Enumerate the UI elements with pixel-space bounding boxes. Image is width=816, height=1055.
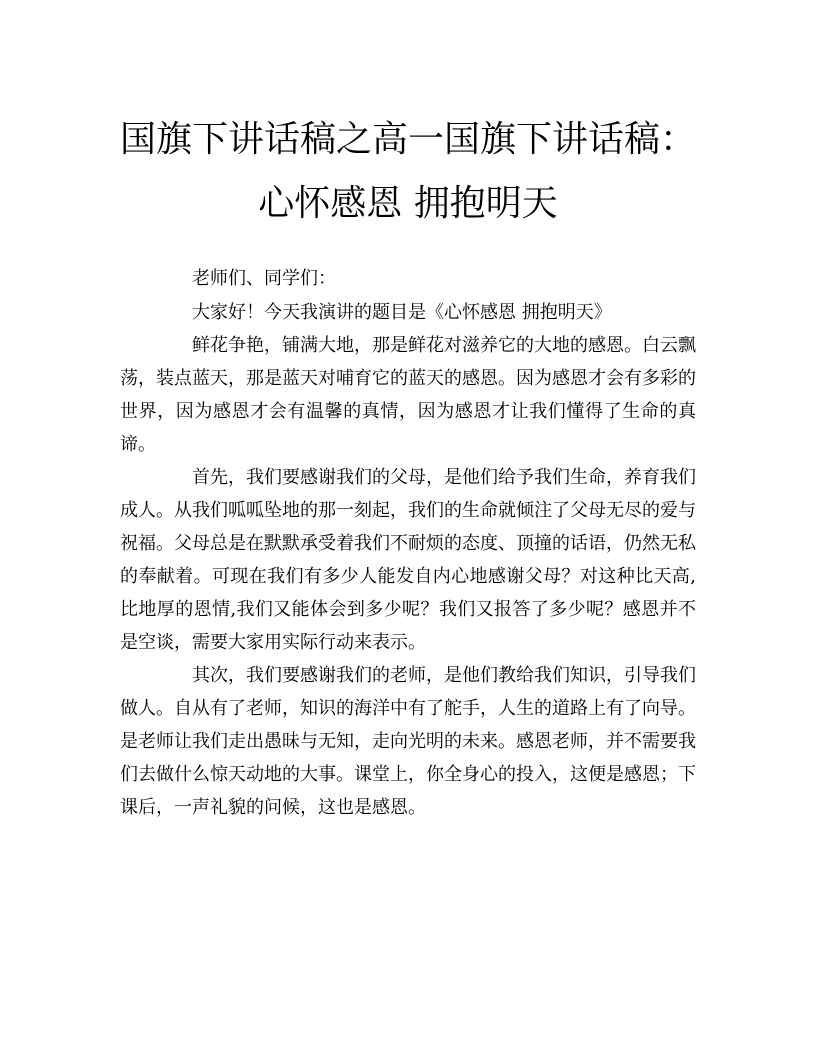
paragraph-greeting: 大家好！今天我演讲的题目是《心怀感恩 拥抱明天》	[192, 302, 612, 323]
paragraph-teachers: 其次，我们要感谢我们的老师，是他们教给我们知识，引导我们做人。自从有了老师，知识的海洋中有了舵手，人生的道路上有了向导。是老师让我们走出愚昧与无知，走向光明的未来。感恩老师，并不需要我们去做什么惊天动地的大事。课堂上，你全身心的投入，这便是感恩；下课后，一声礼貌的问候，这也是感恩。	[120, 665, 696, 818]
document-body	[120, 262, 696, 824]
paragraph-salutation: 老师们、同学们：	[192, 268, 336, 289]
paragraph-parents: 首先，我们要感谢我们的父母，是他们给予我们生命，养育我们成人。从我们呱呱坠地的那一刻起，我们的生命就倾注了父母无尽的爱与祝福。父母总是在默默承受着我们不耐烦的态度、顶撞的话语，仍然无私的奉献着。可现在我们有多少人能发自内心地感谢父母？对这种比天高,比地厚的恩情,我们又能体会到多少呢？我们又报答了多少呢？感恩并不是空谈，需要大家用实际行动来表示。	[120, 467, 696, 653]
paragraph-flowers: 鲜花争艳，铺满大地，那是鲜花对滋养它的大地的感恩。白云飘荡，装点蓝天，那是蓝天对哺育它的蓝天的感恩。因为感恩才会有多彩的世界，因为感恩才会有温馨的真情，因为感恩才让我们懂得了生命的真谛。	[120, 335, 696, 455]
document-title: 国旗下讲话稿之高一国旗下讲话稿：心怀感恩 拥抱明天	[119, 119, 696, 224]
